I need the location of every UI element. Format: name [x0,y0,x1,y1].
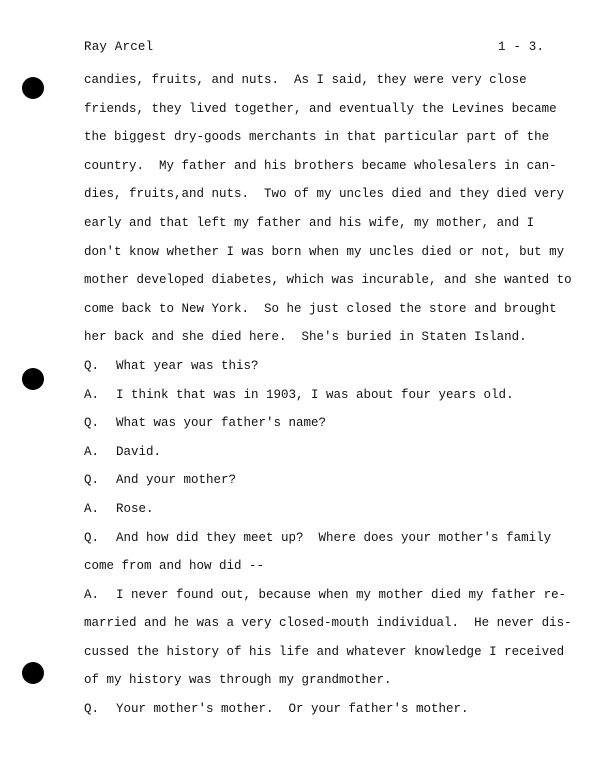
punch-hole [22,368,44,390]
speaker-label: A. [84,501,100,516]
line-text: Rose. [116,501,154,516]
line-text: of my history was through my grandmother. [84,673,392,688]
text-line [84,638,565,667]
qa-line [84,581,567,610]
text-line [84,238,565,267]
speaker-label: Q. [84,473,100,488]
page-number: 1 - 3. [498,40,545,54]
text-line [84,180,565,209]
text-line [84,266,572,295]
qa-line [84,695,544,724]
line-text: don't know whether I was born when my uncles died or not, but my [84,244,565,259]
line-text: I think that was in 1903, I was about four years old. [116,387,514,402]
speaker-label: A. [84,387,100,402]
speaker-label: A. [84,444,100,459]
text-line [84,209,544,238]
transcript-body [84,66,572,724]
speaker-label: Q. [84,702,100,717]
speaker-label: Q. [84,530,100,545]
header-name: Ray Arcel [84,40,154,54]
line-text: married and he was a very closed-mouth individual. He never dis- [84,616,572,631]
line-text: early and that left my father and his wife, my mother, and I [84,215,535,230]
line-text: And how did they meet up? Where does your mother's family [116,530,552,545]
text-line [84,123,550,152]
text-line [84,552,544,581]
line-text: And your mother? [116,473,237,488]
qa-line [84,438,544,467]
qa-line [84,466,544,495]
line-text: country. My father and his brothers became wholesalers in can- [84,158,557,173]
line-text: What was your father's name? [116,416,327,431]
qa-line [84,352,544,381]
line-text: candies, fruits, and nuts. As I said, they were very close [84,73,527,87]
speaker-label: Q. [84,358,100,373]
line-text: her back and she died here. She's buried in Staten Island. [84,330,527,345]
text-line [84,295,557,324]
line-text: friends, they lived together, and eventually the Levines became [84,101,557,116]
line-text: cussed the history of his life and whatever knowledge I received [84,644,565,659]
line-text: David. [116,444,162,459]
line-text: What year was this? [116,358,259,373]
line-text: come back to New York. So he just closed the store and brought [84,301,557,316]
line-text: Your mother's mother. Or your father's mother. [116,702,469,717]
line-text: dies, fruits,and nuts. Two of my uncles died and they died very [84,187,565,202]
text-line [84,66,544,95]
qa-line [84,495,544,524]
text-line [84,666,544,695]
punch-hole [22,77,44,99]
speaker-label: Q. [84,416,100,431]
text-line [84,152,557,181]
line-text: I never found out, because when my mother died my father re- [116,587,567,602]
qa-line [84,381,544,410]
text-line [84,95,557,124]
punch-hole [22,662,44,684]
qa-line [84,524,552,553]
text-line [84,609,572,638]
speaker-label: A. [84,587,100,602]
line-text: the biggest dry-goods merchants in that particular part of the [84,130,550,145]
text-line [84,323,544,352]
line-text: mother developed diabetes, which was incurable, and she wanted to [84,273,572,288]
line-text: come from and how did -- [84,559,265,574]
qa-line [84,409,544,438]
